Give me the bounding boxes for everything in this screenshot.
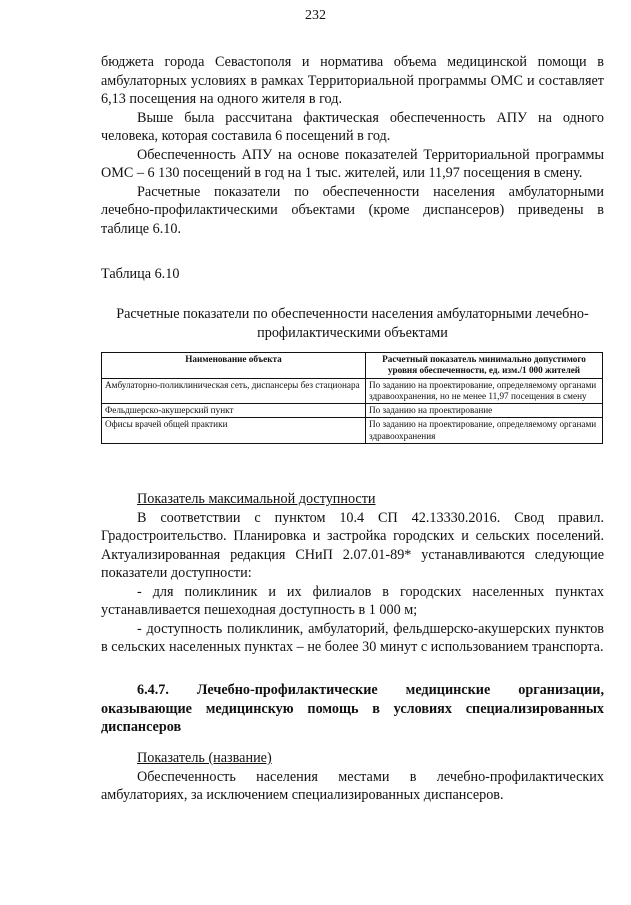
indicator-section: [101, 749, 604, 805]
table-cell: Фельдшерско-акушерский пункт: [102, 404, 366, 418]
table-caption: Расчетные показатели по обеспеченности населения амбулаторными лечебно-профилактическими объектами: [116, 306, 589, 341]
table-cell: По заданию на проектирование: [366, 404, 603, 418]
table-header-row: [102, 353, 603, 379]
table-cell: По заданию на проектирование, определяемому органами здравоохранения, но не менее 11,97 посещения в смену: [366, 378, 603, 404]
paragraph: бюджета города Севастополя и норматива объема медицинской помощи в амбулаторных условиях в рамках Территориальной программы ОМС и составляет 6,13 посещения на одного жителя в год.: [101, 54, 604, 107]
paragraph: Обеспеченность населения местами в лечебно-профилактических амбулаториях, за исключением специализированных диспансеров.: [101, 768, 604, 803]
page-number: 232: [305, 8, 326, 23]
max-access-section: [101, 490, 604, 657]
paragraph: Обеспеченность АПУ на основе показателей Территориальной программы ОМС – 6 130 посещений в год на 1 тыс. жителей, или 11,97 посещения в смену.: [101, 146, 604, 181]
paragraph: В соответствии с пунктом 10.4 СП 42.13330.2016. Свод правил. Градостроительство. Планировка и застройка городских и сельских поселений. Актуализированная редакция СНиП 2.07.01-89* устанавливаются следующие показатели доступности:: [101, 509, 604, 581]
table-cell: Амбулаторно-поликлиническая сеть, диспансеры без стационара: [102, 378, 366, 404]
table-row: [102, 378, 603, 404]
section-subtitle: [101, 490, 604, 509]
section-subtitle: [101, 749, 604, 768]
table-cell: По заданию на проектирование, определяемому органами здравоохранения: [366, 418, 603, 444]
table-header-cell: Наименование объекта: [102, 353, 366, 379]
table-label: Таблица 6.10: [101, 266, 180, 282]
paragraph: - доступность поликлиник, амбулаторий, фельдшерско-акушерских пунктов в сельских населенных пунктах – не более 30 минут с использованием транспорта.: [101, 620, 604, 655]
paragraph: Выше была рассчитана фактическая обеспеченность АПУ на одного человека, которая составила 6 посещений в год.: [101, 109, 604, 144]
table-row: [102, 404, 603, 418]
indicators-table: [101, 352, 603, 444]
indicator-title: Показатель (название): [137, 750, 272, 766]
table-row: [102, 418, 603, 444]
table-cell: Офисы врачей общей практики: [102, 418, 366, 444]
table-header-cell: Расчетный показатель минимально допустимого уровня обеспеченности, ед. изм./1 000 жителей: [366, 353, 603, 379]
section-heading: 6.4.7. Лечебно-профилактические медицинские организации, оказывающие медицинскую помощь в условиях специализированных диспансеров: [101, 682, 604, 735]
max-access-title: Показатель максимальной доступности: [137, 491, 376, 507]
paragraph: Расчетные показатели по обеспеченности населения амбулаторными лечебно-профилактическими объектами (кроме диспансеров) приведены в таблице 6.10.: [101, 183, 604, 237]
intro-text: [101, 53, 604, 238]
paragraph: - для поликлиник и их филиалов в городских населенных пунктах устанавливается пешеходная доступность в 1 000 м;: [101, 583, 604, 618]
